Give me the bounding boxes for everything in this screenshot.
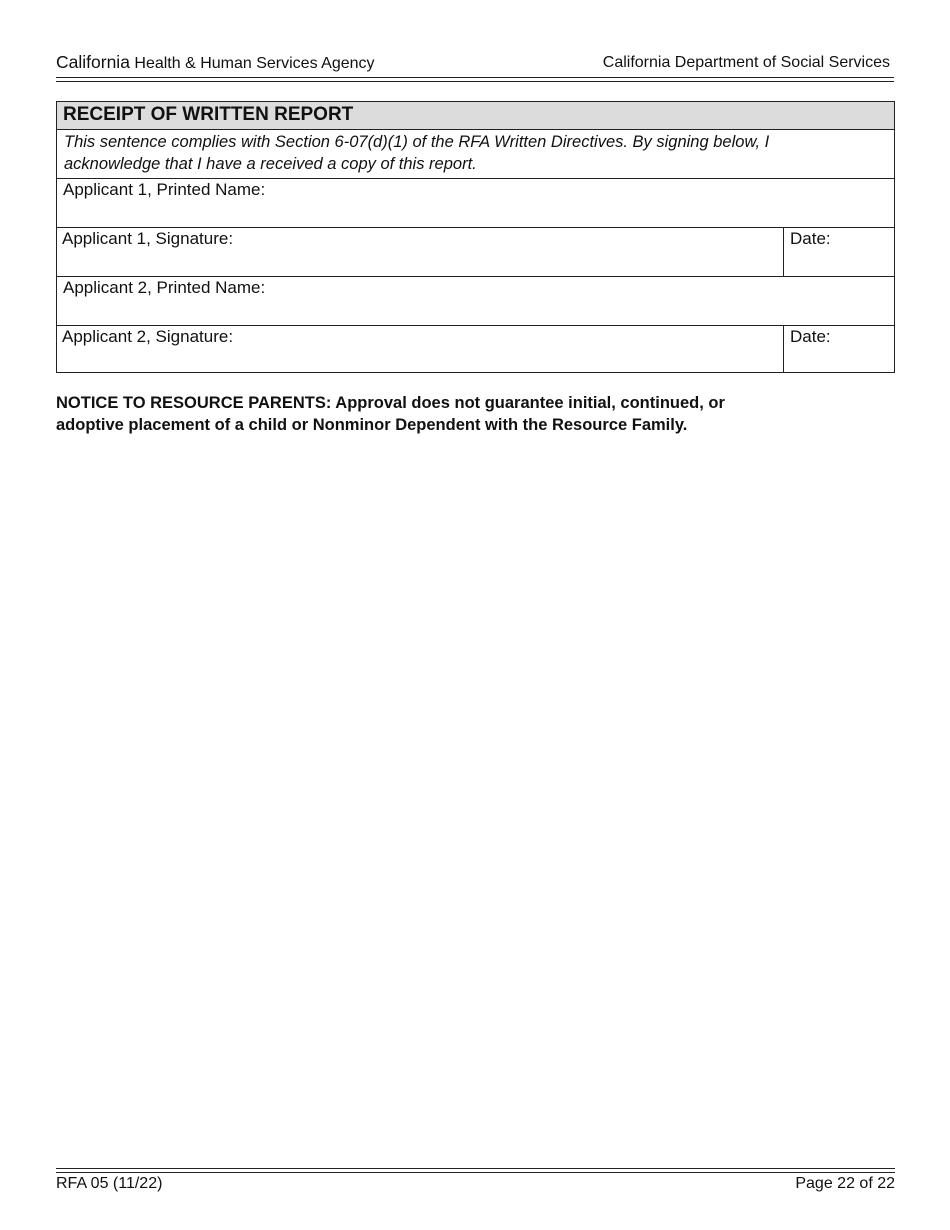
applicant1-printed-name-label: Applicant 1, Printed Name: <box>63 180 266 199</box>
applicant2-signature-row <box>57 325 894 372</box>
applicant2-signature-field[interactable] <box>57 326 784 372</box>
footer-rule <box>56 1168 895 1173</box>
applicant2-signature-label: Applicant 2, Signature: <box>62 327 234 346</box>
notice-line-1: NOTICE TO RESOURCE PARENTS: Approval does not guarantee initial, continued, or <box>56 394 725 412</box>
notice-line-2: adoptive placement of a child or Nonminor Dependent with the Resource Family. <box>56 416 688 434</box>
agency-label: Health & Human Services Agency <box>134 55 375 72</box>
department-name: California Department of Social Services <box>602 54 890 71</box>
state-name: California <box>56 52 130 72</box>
applicant2-date-label: Date: <box>790 327 831 346</box>
applicant1-signature-label: Applicant 1, Signature: <box>62 229 234 248</box>
applicant2-printed-name-field[interactable] <box>57 276 894 325</box>
applicant2-printed-name-label: Applicant 2, Printed Name: <box>63 278 266 297</box>
page-header <box>56 52 894 78</box>
applicant1-signature-field[interactable] <box>57 228 784 276</box>
agency-name <box>56 52 375 73</box>
page-number: Page 22 of 22 <box>795 1175 895 1192</box>
form-id: RFA 05 (11/22) <box>56 1175 163 1192</box>
applicant1-signature-row <box>57 227 894 276</box>
section-title: RECEIPT OF WRITTEN REPORT <box>57 102 894 129</box>
applicant1-date-label: Date: <box>790 229 831 248</box>
notice-to-resource-parents <box>56 392 856 436</box>
directive-text <box>57 129 894 178</box>
applicant2-date-field[interactable] <box>784 326 894 372</box>
header-rule <box>56 77 894 82</box>
directive-line-2: acknowledge that I have a received a copy of this report. <box>64 155 477 173</box>
page-footer <box>56 1175 895 1197</box>
directive-line-1: This sentence complies with Section 6-07(d)(1) of the RFA Written Directives. By signing below, I <box>64 133 770 151</box>
applicant1-date-field[interactable] <box>784 228 894 276</box>
applicant1-printed-name-field[interactable] <box>57 178 894 227</box>
receipt-form <box>56 101 895 373</box>
